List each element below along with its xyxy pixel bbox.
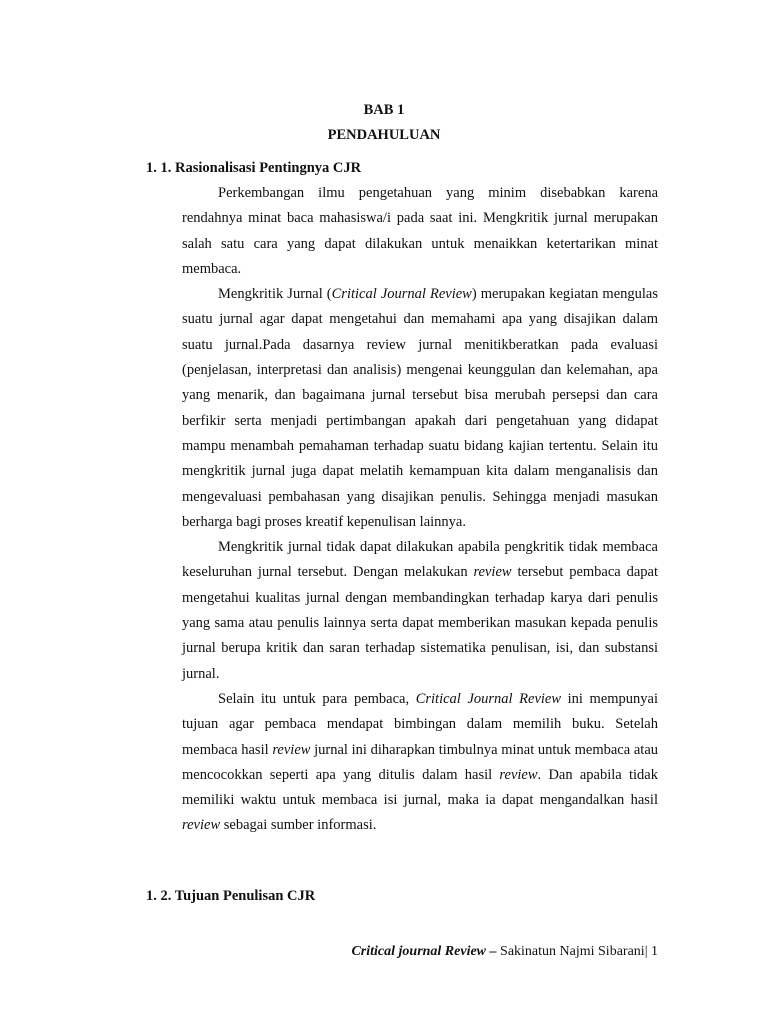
footer-title: Critical journal Review – bbox=[351, 944, 497, 959]
paragraph-3: Mengkritik jurnal tidak dapat dilakukan apabila pengkritik tidak membaca keseluruhan jurnal tersebut. Dengan melakukan review tersebut pembaca dapat mengetahui kualitas jurnal dengan membandingkan terhadap karya dari penulis yang sama atau penulis lainnya serta dapat memberikan masukan kepada penulis jurnal berupa kritik dan saran terhadap sistematika penulisan, isi, dan substansi jurnal. bbox=[182, 539, 658, 682]
section-2-title: 1. 2. Tujuan Penulisan CJR bbox=[146, 888, 316, 904]
page-number: 1 bbox=[647, 944, 658, 959]
paragraph-1: Perkembangan ilmu pengetahuan yang minim disebabkan karena rendahnya minat baca mahasiswa/i pada saat ini. Mengkritik jurnal merupakan salah satu cara yang dapat dilakukan untuk menaikkan ketertarikan minat membaca. bbox=[182, 185, 658, 277]
paragraph-2: Mengkritik Jurnal (Critical Journal Review) merupakan kegiatan mengulas suatu jurnal agar dapat mengetahui dan memahami apa yang disajikan dalam suatu jurnal.Pada dasarnya review jurnal menitikberatkan pada evaluasi (penjelasan, interpretasi dan analisis) mengenai keunggulan dan kelemahan, apa yang menarik, dan bagaimana jurnal tersebut bisa merubah persepsi dan cara berfikir serta menjadi pertimbangan apakah dari pengetahuan yang didapat mampu menambah pemahaman terhadap suatu bidang kajian tertentu. Selain itu mengkritik jurnal juga dapat melatih kemampuan kita dalam menganalisis dan mengevaluasi pembahasan yang disajikan penulis. Sehingga menjadi masukan berharga bagi proses kreatif kepenulisan lainnya. bbox=[182, 286, 658, 530]
chapter-title: PENDAHULUAN bbox=[327, 127, 441, 143]
footer-separator: | bbox=[644, 944, 648, 959]
page-footer bbox=[351, 944, 658, 960]
footer-author: Sakinatun Najmi Sibarani bbox=[496, 944, 645, 959]
chapter-number: BAB 1 bbox=[363, 102, 405, 118]
section-1-body bbox=[182, 181, 658, 839]
section-1-title: 1. 1. Rasionalisasi Pentingnya CJR bbox=[146, 160, 362, 176]
paragraph-4: Selain itu untuk para pembaca, Critical Journal Review ini mempunyai tujuan agar pembaca mendapat bimbingan dalam memilih buku. Setelah membaca hasil review jurnal ini diharapkan timbulnya minat untuk membaca atau mencocokkan seperti apa yang ditulis dalam hasil review. Dan apabila tidak memiliki waktu untuk membaca isi jurnal, maka ia dapat mengandalkan hasil review sebagai sumber informasi. bbox=[182, 690, 659, 834]
